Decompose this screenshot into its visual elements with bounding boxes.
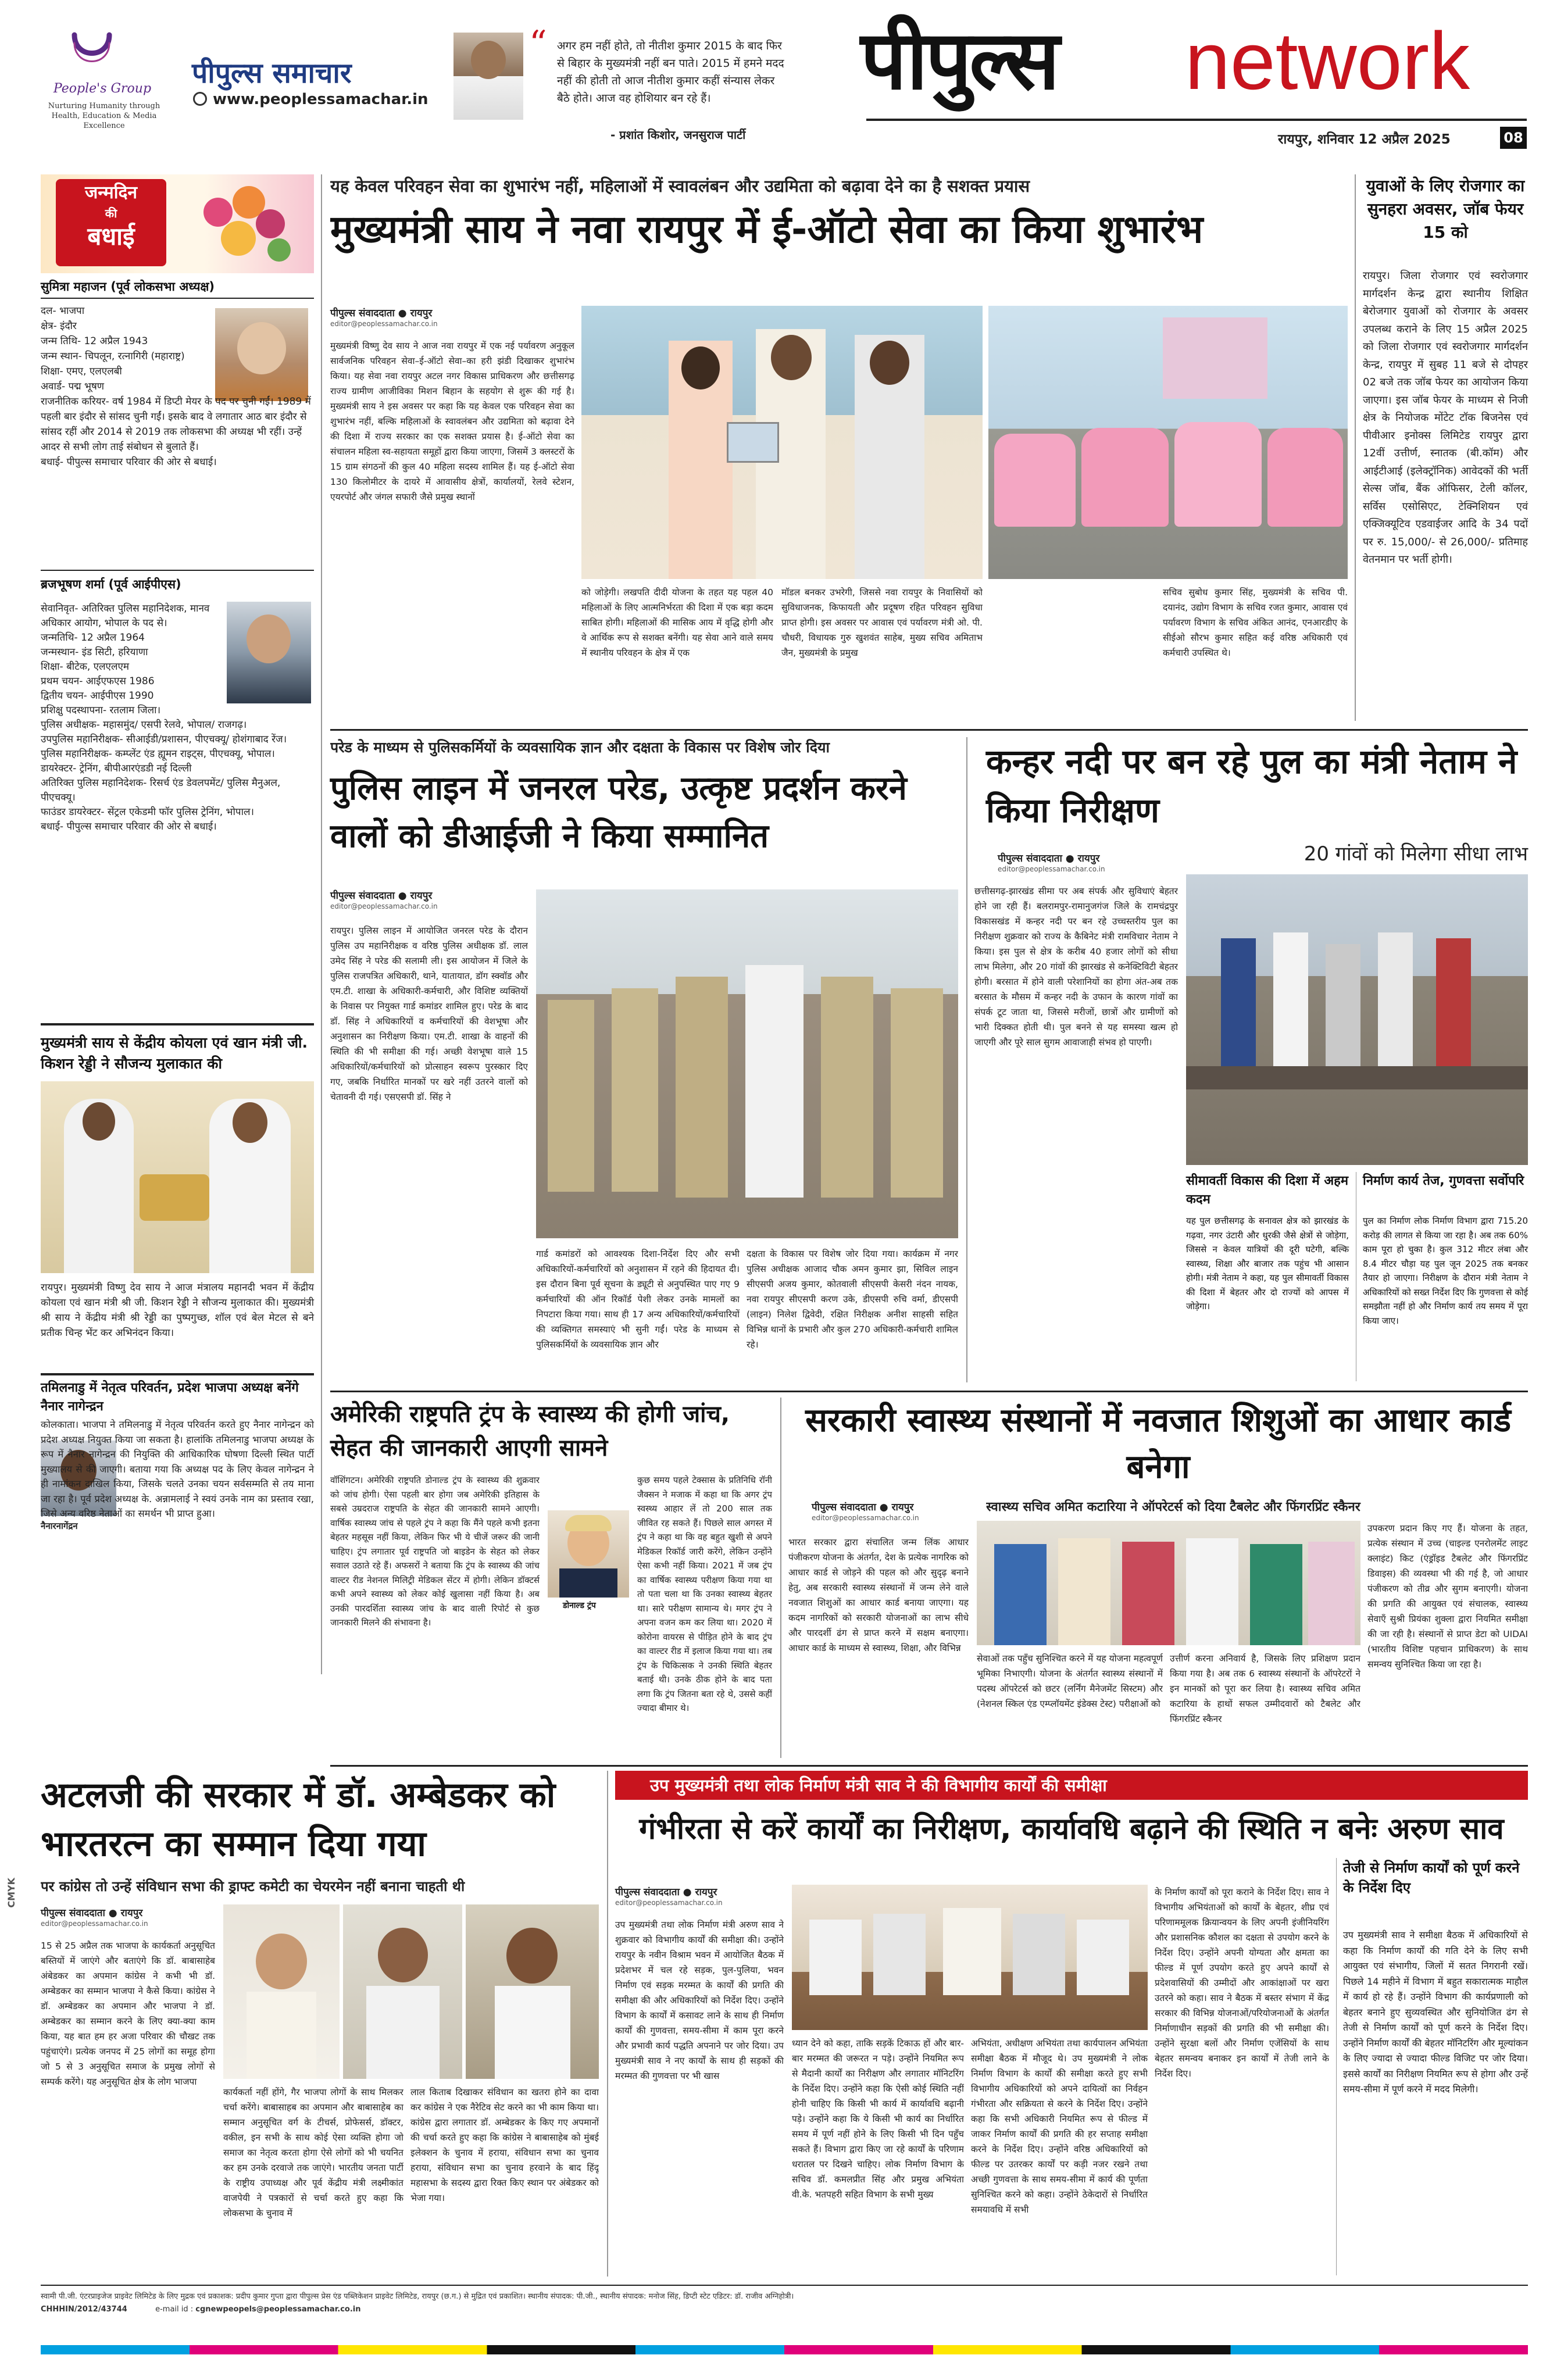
police-col3: दक्षता के विकास पर विशेष जोर दिया गया। कार्यक्रम में नगर पुलिस अधीक्षक आजाद चौक अमन कुमार झा, सिविल लाइन सीएसपी अजय कुमार, कोतवाली सीएसपी केसरी नंदन नायक, नवा रायपुर सीएसपी करण उके, डीएसपी रुचि वर्मा, डीएसपी (लाइन) निलेश द्विवेदी, रक्षित निरीक्षक अनीश साहसी सहित विभिन्न थानों के प्रभारी और कुल 270 अधिकारी-कर्मचारी शामिल रहे। — [747, 1249, 958, 1350]
police-story — [330, 737, 958, 1382]
tn-text: कोलकाता। भाजपा ने तमिलनाडु में नेतृत्व परिवर्तन करते हुए नैनार नागेन्द्रन को प्रदेश अध्यक्ष नियुक्त किया जा सकता है। हालांकि तमिलनाडु भाजपा अध्यक्ष के रूप में नैनार नागेन्द्रन की नियुक्ति की आधिकारिक घोषणा दिल्ली स्थित पार्टी मुख्यालय से की जाएगी। बताया गया कि अध्यक्ष पद के लिए केवल नागेन्द्रन ने ही नामांकन दाखिल किया, जिसके चलते उनका चयन सर्वसम्मति से तय माना जा रहा है। पूर्व प्रदेश अध्यक्ष के. अन्नामलाई ने स्वयं उनके नाम का प्रस्ताव रखा, जिसे अन्य वरिष्ठ नेताओं का समर्थन भी प्राप्त हुआ। — [41, 1419, 314, 1519]
eauto-col2: को जोड़ेगी। लखपति दीदी योजना के तहत यह पहल 40 महिलाओं के लिए आत्मनिर्भरता की दिशा में एक बड़ा कदम साबित होगी। महिलाओं की मासिक आय में वृद्धि होगी और वे आर्थिक रूप से सशक्त बनेंगी। यह सेवा आने वाले समय में स्थानीय परिवहन के क्षेत्र में एक — [581, 587, 773, 658]
eauto-photo-main — [581, 306, 983, 579]
birthday-column — [41, 174, 314, 1674]
quote-text: अगर हम नहीं होते, तो नीतीश कुमार 2015 के बाद फिर से बिहार के मुख्यमंत्री नहीं बन पाते। 2015 में हमने मदद नहीं की होती तो आज नीतीश कुमार कहीं संन्यास लेकर बैठे होते। आज वह होशियार बन रहे हैं। — [557, 40, 784, 105]
globe-icon — [193, 92, 207, 106]
group-tagline: Nurturing Humanity through Health, Education & Media Excellence — [48, 102, 160, 130]
trump-col1: वॉशिंगटन। अमेरिकी राष्ट्रपति डोनाल्ड ट्रंप के स्वास्थ्य की शुक्रवार को जांच होगी। ऐसा पहली बार होगा जब अमेरिकी इतिहास के सबसे उम्रदराज राष्ट्रपति के सेहत की जानकारी सामने आएगी। वार्षिक स्वास्थ्य जांच से पहले ट्रंप ने कहा कि मैंने पहले कभी इतना बेहतर महसूस नहीं किया, लेकिन फिर भी ये चीजें जरूर की जानी चाहिए। ट्रंप लगातार पूर्व राष्ट्रपति जो बाइडेन के सेहत को लेकर सवाल उठाते रहे हैं। अफसरों ने बताया कि ट्रंप के स्वास्थ्य की जांच वाल्टर रीड नेशनल मिलिट्री मेडिकल सेंटर में होगी। लेकिन डॉक्टर्स कभी अपने स्वास्थ्य को लेकर कोई खुलासा नहीं किया है। अब उनकी पारदर्शिता स्वास्थ्य जांच के बाद वाली रिपोर्ट से कुछ जानकारी मिलने की संभावना है। — [330, 1475, 540, 1628]
aadhaar-col3: उत्तीर्ण करना अनिवार्य है, जिसके लिए प्रशिक्षण प्रदान किया गया है। अब तक 6 स्वास्थ्य संस्थानों के ऑपरेटरों ने इन मानकों को पूरा कर लिया है। स्वास्थ्य सचिव अमित कटारिया के हाथों सफल उम्मीदवारों को टैबलेट और फिंगरप्रिंट स्कैनर — [1170, 1653, 1360, 1724]
sao-kicker: उप मुख्यमंत्री तथा लोक निर्माण मंत्री साव ने की विभागीय कार्यों की समीक्षा — [615, 1771, 1528, 1800]
bridge-box2-text: पुल का निर्माण लोक निर्माण विभाग द्वारा 715.20 करोड़ की लागत से किया जा रहा है। अब तक 60% काम पूरा हो चुका है। कुल 312 मीटर लंबा और 8.4 मीटर चौड़ा यह पुल जून 2025 तक बनकर तैयार हो जाएगा। निरीक्षण के दौरान मंत्री नेताम ने अधिकारियों को सख्त निर्देश दिए कि गुणवत्ता से कोई समझौता नहीं हो और निर्माण कार्य तय समय में पूरा किया जाए। — [1363, 1216, 1528, 1326]
quote-author: - प्रशांत किशोर, जनसुराज पार्टी — [610, 128, 746, 142]
aadhaar-headline: सरकारी स्वास्थ्य संस्थानों में नवजात शिशुओं का आधार कार्ड बनेगा — [805, 1402, 1511, 1486]
police-photo — [536, 889, 958, 1238]
ambedkar-story — [41, 1771, 599, 2277]
bridge-col1: छत्तीसगढ़-झारखंड सीमा पर अब संपर्क और सुविधाएं बेहतर होने जा रही हैं। बलरामपुर-रामानुजगंज जिले के रामचंद्रपुर विकासखंड में कन्हर नदी पर बन रहे उच्चस्तरीय पुल का निरीक्षण शुक्रवार को राज्य के कैबिनेट मंत्री रामविचार नेताम ने किया। इस पुल से क्षेत्र के करीब 40 हजार लोगों को सीधा लाभ मिलेगा, और 20 गांवों की झारखंड से कनेक्टिविटी बेहतर होगी। बरसात में होने वाली परेशानियों का होगा अंत-अब तक बरसात के मौसम में कन्हर नदी के उफान के कारण गांवों का संपर्क टूट जाता था, जिससे मरीजों, छात्रों और ग्रामीणों को भारी दिक्कत होती थी। पुल बनने से यह समस्या खत्म हो जाएगी और पूरे साल सुगम आवाजाही संभव हो पाएगी। — [974, 886, 1178, 1048]
birthday-banner — [41, 174, 314, 273]
sao-story — [615, 1771, 1528, 2277]
ambedkar-photo-3 — [466, 1904, 599, 2079]
bridge-subhead: 20 गांवों को मिलेगा सीधा लाभ — [1304, 842, 1528, 866]
peoples-group-logo-icon — [70, 30, 114, 77]
bridge-box1-title: सीमावर्ती विकास की दिशा में अहम कदम — [1186, 1174, 1349, 1207]
footer-email-label: e-mail id : — [155, 2305, 194, 2314]
masthead-title-english: network — [1185, 15, 1470, 106]
police-col1: रायपुर। पुलिस लाइन में आयोजित जनरल परेड के दौरान पुलिस उप महानिरीक्षक व वरिष्ठ पुलिस अधीक्षक डॉ. लाल उमेद सिंह ने परेड की सलामी ली। इस आयोजन में जिले के पुलिस राजपत्रित अधिकारी, थाने, यातायात, डॉग स्क्वॉड और एम.टी. शाखा के अधिकारी-कर्मचारी, और विशिष्ट व्यक्तियों के निवास पर नियुक्त गार्ड कमांडर शामिल हुए। परेड के बाद डॉ. सिंह ने अधिकारियों व कर्मचारियों की वेशभूषा और अनुशासन का निरीक्षण किया। एम.टी. शाखा के वाहनों की स्थिति की भी समीक्षा की गई। अच्छी वेशभूषा वाले 15 अधिकारियों/कर्मचारियों को प्रोत्साहन स्वरूप पुरस्कार दिए गए, जबकि निर्धारित मानकों पर खरे नहीं उतरने वालों को चेतावनी दी गई। एसएसपी डॉ. सिंह ने — [330, 925, 528, 1102]
sao-box-title: तेजी से निर्माण कार्यों को पूर्ण करने के निर्देश दिए — [1343, 1860, 1520, 1896]
sao-headline: गंभीरता से करें कार्यों का निरीक्षण, कार्यावधि बढ़ाने की स्थिति न बनेः अरुण साव — [639, 1812, 1504, 1846]
aadhaar-col4: उपकरण प्रदान किए गए हैं। योजना के तहत, प्रत्येक संस्थान में उच्च (चाइल्ड एनरोलमेंट लाइट क्लाइंट) किट (एंड्रॉइड टैबलेट और फिंगरप्रिंट डिवाइस) की व्यवस्था भी की गई है, जो आधार पंजीकरण को तीव्र और सुगम बनाएगी। योजना की प्रगति की आयुक्त एवं संचालक, स्वास्थ्य सेवाएँ सुश्री प्रियंका शुक्ला द्वारा नियमित समीक्षा की जा रही है। संस्थानों से प्राप्त डेटा को UIDAI (भारतीय विशिष्ट पहचान प्राधिकरण) के साथ समन्वय सुनिश्चित किया जा रहा है। — [1367, 1523, 1528, 1670]
samachar-brand: पीपुल्स समाचार — [192, 57, 352, 90]
person1-name: सुमित्रा महाजन (पूर्व लोकसभा अध्यक्ष) — [41, 280, 215, 294]
ambedkar-byline: पीपुल्स संवाददाता ● रायपुर — [41, 1907, 143, 1919]
sao-col2: ध्यान देने को कहा, ताकि सड़कें टिकाऊ हों और बार-बार मरम्मत की जरूरत न पड़े। उन्होंने नियमित रूप से मैदानी कार्यों का निरीक्षण और लगातार मॉनिटरिंग के निर्देश दिए। उन्होंने कहा कि ऐसी कोई स्थिति नहीं होनी चाहिए कि किसी भी कार्य में कार्यावधि बढ़ानी पड़े। उन्होंने कहा कि ये किसी भी कार्य का निर्धारित समय में पूर्ण नहीं होने के लिए किसी भी दिन पहुँच सकते हैं। विभाग द्वारा किए जा रहे कार्यों के परिणाम धरातल पर दिखने चाहिए। लोक निर्माण विभाग के सचिव डॉ. कमलप्रीत सिंह और प्रमुख अभियंता वी.के. भतपहरी सहित विभाग के सभी मुख्य — [792, 2038, 964, 2200]
aadhaar-col2: सेवाओं तक पहुँच सुनिश्चित करने में यह योजना महत्वपूर्ण भूमिका निभाएगी। योजना के अंतर्गत स्वास्थ्य संस्थानों में पदस्थ ऑपरेटर्स को छटर (लर्निंग मैनेजमेंट सिस्टम) और (नेशनल स्किल एंड एम्प्लॉयमेंट इंडेक्स टेस्ट) परीक्षाओं को — [977, 1653, 1163, 1709]
bridge-box2-title: निर्माण कार्य तेज, गुणवत्ता सर्वोपरि — [1363, 1174, 1524, 1188]
footer-email[interactable]: cgnewpeopels@peoplessamachar.co.in — [195, 2305, 361, 2314]
ambedkar-email: editor@peoplessamachar.co.in — [41, 1920, 148, 1928]
color-registration-strip — [41, 2345, 1528, 2354]
kishan-text: रायपुर। मुख्यमंत्री विष्णु देव साय ने आज मंत्रालय महानदी भवन में केंद्रीय कोयला एवं खान मंत्री श्री जी. किशन रेड्डी ने सौजन्य मुलाकात की। मुख्यमंत्री श्री साय ने केंद्रीय मंत्री श्री रेड्डी का पुष्पगुच्छ, शॉल एवं बेल मेटल से बने प्रतीक चिन्ह भेंट कर अभिनंदन किया। — [41, 1282, 314, 1339]
eauto-photo-autos — [988, 306, 1348, 579]
jobfair-text: रायपुर। जिला रोजगार एवं स्वरोजगार मार्गदर्शन केन्द्र द्वारा स्थानीय शिक्षित बेरोजगार युवाओं को रोजगार के अवसर उपलब्ध कराने के लिए 15 अप्रैल 2025 को जिला रोजगार एवं स्वरोजगार मार्गदर्शन केन्द्र, रायपुर में सुबह 11 बजे से दोपहर 02 बजे तक जॉब फेयर का आयोजन किया जाएगा। इस जॉब फेयर के माध्यम से निजी क्षेत्र के नियोजक मोंटेट टॉक बिजनेस एवं पीवीआर इनोक्स लिमिटेड रायपुर द्वारा 12वीं उत्तीर्ण, स्नातक (बी.कॉम) और आईटीआई (इलेक्ट्रॉनिक) आवेदकों की भर्ती सेल्स जॉब, बैंक ऑफिसर, टेली कॉलर, सर्विस एसोसिएट, टेक्निशियन एवं एक्जिक्यूटिव एडवाईजर आदि के 34 पदों पर रु. 15,000/- से 26,000/- प्रतिमाह वेतनमान पर भर्ती होगी। — [1363, 270, 1528, 566]
police-email: editor@peoplessamachar.co.in — [330, 902, 438, 910]
masthead — [0, 0, 1557, 157]
eauto-col1: मुख्यमंत्री विष्णु देव साय ने आज नवा रायपुर में एक नई पर्यावरण अनुकूल सार्वजनिक परिवहन सेवा–ई-ऑटो सेवा–का हरी झंडी दिखाकर शुभारंभ किया। यह सेवा नवा रायपुर अटल नगर विकास प्राधिकरण और छत्तीसगढ़ राज्य ग्रामीण आजीविका मिशन बिहान के सहयोग से शुरू की गई है। मुख्यमंत्री साय ने इस अवसर पर कहा कि यह केवल एक परिवहन सेवा का शुभारंभ नहीं, बल्कि महिलाओं के स्वावलंबन और उद्यमिता को बढ़ावा देने की दिशा में राज्य सरकार का एक सशक्त प्रयास है। ई-ऑटो सेवा का संचालन महिला स्व-सहायता समूहों द्वारा किया जाएगा, जिसमें 3 क्लस्टरों के 15 ग्राम संगठनों की कुल 40 महिला सदस्य शामिल हैं। यह ई-ऑटो सेवा 130 किलोमीटर के दायरे में आवासीय क्षेत्रों, कार्यालयों, रेलवे स्टेशन, एयरपोर्ट और जंगल सफारी जैसे प्रमुख स्थानों — [330, 341, 574, 502]
flowers-icon — [198, 186, 297, 262]
eauto-col3: मॉडल बनकर उभरेगी, जिससे नवा रायपुर के निवासियों को सुविधाजनक, किफायती और प्रदूषण रहित परिवहन सुविधा प्राप्त होगी। इस अवसर पर आवास एवं पर्यावरण मंत्री ओ. पी. चौधरी, विधायक गुरु खुशवंत साहेब, मुख्य सचिव अमिताभ जैन, मुख्यमंत्री के प्रमुख — [781, 587, 983, 658]
sao-email: editor@peoplessamachar.co.in — [615, 1899, 723, 1907]
quote-author-photo — [453, 33, 523, 120]
aadhaar-photo — [977, 1521, 1360, 1645]
ambedkar-col1: 15 से 25 अप्रैल तक भाजपा के कार्यकर्ता अनुसूचित बस्तियों में जाएंगे और बताएंगे कि डॉ. बाबासाहेब अंबेडकर का अपमान कांग्रेस ने कभी भी डॉ. अम्बेडकर का सम्मान भाजपा ने कैसे किया। कांग्रेस ने डॉ. अम्बेडकर का अपमान और भाजपा ने डॉ. अम्बेडकर का सम्मान करने के लिए क्या-क्या काम किया, यह बात हम हर अजा परिवार की चौखट तक पहुंचाएंगे। प्रत्येक जनपद में 25 लोगों का समूह होगा जो 5 से 3 अनुसूचित समाज के प्रमुख लोगों से सम्पर्क करेंगे। यह अनुसूचित क्षेत्र के लोग भाजपा — [41, 1941, 215, 2087]
aadhaar-byline: पीपुल्स संवाददाता ● रायपुर — [812, 1502, 914, 1513]
dateline: रायपुर, शनिवार 12 अप्रैल 2025 — [1278, 132, 1451, 147]
eauto-byline: पीपुल्स संवाददाता ● रायपुर — [330, 308, 433, 319]
eauto-kicker: यह केवल परिवहन सेवा का शुभारंभ नहीं, महिलाओं में स्वावलंबन और उद्यमिता को बढ़ावा देने का है सशक्त प्रयास — [330, 176, 1030, 196]
sao-col4: के निर्माण कार्यों को पूरा कराने के निर्देश दिए। साव ने विभागीय अभियंताओं को कार्यों के बेहतर, शीघ्र एवं परिणाममूलक क्रियान्वयन के लिए अपनी इंजीनियरिंग और प्रशासनिक कौशल का दक्षता से उपयोग करने के निर्देश दिए। उन्होंने अपनी योग्यता और क्षमता का फील्ड में पूर्ण उपयोग करते हुए अपने कार्यों से प्रदेशवासियों की उम्मीदों और आकांक्षाओं पर खरा उतरने को कहा। साव ने बैठक में बस्तर संभाग में केंद्र सरकार की विभिन्न योजनाओं/परियोजनाओं के अंतर्गत निर्माणाधीन सड़कों की प्रगति की भी समीक्षा की। उन्होंने सुरक्षा बलों और निर्माण एजेंसियों के साथ बेहतर समन्वय बनाकर इन कार्यों में तेजी लाने के निर्देश दिए। — [1155, 1887, 1329, 2079]
eauto-email: editor@peoplessamachar.co.in — [330, 320, 438, 328]
trump-caption: डोनाल्ड ट्रंप — [563, 1601, 596, 1610]
cmyk-mark: CMYK — [6, 1878, 17, 1908]
bridge-email: editor@peoplessamachar.co.in — [998, 865, 1105, 873]
sao-col3: अभियंता, अधीक्षण अभियंता तथा कार्यपालन अभियंता समीक्षा बैठक में मौजूद थे। उप मुख्यमंत्री ने लोक निर्माण विभाग के कार्यों की समीक्षा करते हुए सभी विभागीय अधिकारियों को अपने दायित्वों का निर्वहन गंभीरता और सक्रियता से करने के निर्देश दिए। उन्होंने कहा कि सभी अधिकारी नियमित रूप से फील्ड में जाकर निर्माण कार्यों की प्रगति की हर सप्ताह समीक्षा करने के निर्देश दिए। उन्होंने वरिष्ठ अधिकारियों को फील्ड पर उतरकर कार्यों पर कड़ी नजर रखने तथा अच्छी गुणवत्ता के साथ समय-सीमा में कार्य की पूर्णता सुनिश्चित करने को कहा। उन्होंने ठेकेदारों से निर्धारित समयावधि में सभी — [971, 2038, 1148, 2215]
trump-headline: अमेरिकी राष्ट्रपति ट्रंप के स्वास्थ्य की होगी जांच, सेहत की जानकारी आएगी सामने — [330, 1401, 730, 1461]
footer — [41, 2290, 1528, 2331]
jobfair-story — [1363, 174, 1528, 721]
bridge-byline: पीपुल्स संवाददाता ● रायपुर — [998, 853, 1100, 864]
bridge-story — [974, 737, 1528, 1382]
eauto-headline: मुख्यमंत्री साय ने नवा रायपुर में ई-ऑटो सेवा का किया शुभारंभ — [330, 207, 1204, 252]
aadhaar-story — [788, 1398, 1528, 1758]
tn-caption: नैनारनागेंद्रन — [41, 1521, 78, 1531]
group-name: People's Group — [53, 81, 152, 96]
police-byline: पीपुल्स संवाददाता ● रायपुर — [330, 890, 433, 902]
footer-rni: CHHHIN/2012/43744 — [41, 2305, 127, 2314]
aadhaar-email: editor@peoplessamachar.co.in — [812, 1514, 919, 1522]
ambedkar-photo-2 — [343, 1904, 462, 2079]
website-link[interactable]: www.peoplessamachar.in — [213, 91, 428, 108]
sao-byline: पीपुल्स संवाददाता ● रायपुर — [615, 1886, 717, 1898]
eauto-story — [330, 174, 1348, 721]
person2-details: सेवानिवृत- अतिरिक्त पुलिस महानिदेशक, मानव अधिकार आयोग, भोपाल के पद से। जन्मतिथि- 12 अप्रैल 1964 जन्मस्थान- इंड सिटी, हरियाणा शिक्षा- बीटेक, एलएलएम प्रथम चयन- आईएफएस 1986 द्वितीय चयन- आईपीएस 1990 प्रशिक्षु पदस्थापना- रतलाम जिला। पुलिस अधीक्षक- महासमुंद/ एसपी रेलवे, भोपाल/ राजगढ़। उपपुलिस महानिरीक्षक- सीआईडी/प्रशासन, पीएचक्यू/ होशंगाबाद रेंज। पुलिस महानिरीक्षक- कम्प्लेंट एंड ह्यूमन राइट्स, पीएचक्यू, भोपाल। डायरेक्टर- ट्रेनिंग, बीपीआरएंडडी नई दिल्ली अतिरिक्त पुलिस महानिदेशक- रिसर्च एंड डेवलपमेंट/ पुलिस मैनुअल, पीएचक्यू। फाउंडर डायरेक्टर- सेंट्रल एकेडमी फॉर पुलिस ट्रेनिंग, भोपाल। बधाई- पीपुल्स समाचार परिवार की ओर से बधाई। — [41, 603, 287, 832]
ambedkar-headline: अटलजी की सरकार में डॉ. अम्बेडकर को भारतरत्न का सम्मान दिया गया — [41, 1775, 556, 1864]
aadhaar-subhead: स्वास्थ्य सचिव अमित कटारिया ने ऑपरेटर्स को दिया टैबलेट और फिंगरप्रिंट स्कैनर — [986, 1500, 1360, 1514]
ambedkar-subhead: पर कांग्रेस तो उन्हें संविधान सभा की ड्राफ्ट कमेटी का चेयरमेन नहीं बनाना चाहती थी — [41, 1878, 465, 1895]
aadhaar-col1: भारत सरकार द्वारा संचालित जन्म लिंक आधार पंजीकरण योजना के अंतर्गत, देश के प्रत्येक नागरिक को आधार कार्ड से जोड़ने की पहल को और सुदृढ़ बनाने हेतु, अब सरकारी स्वास्थ्य संस्थानों में जन्म लेने वाले नवजात शिशुओं का आधार कार्ड बनाया जाएगा। यह कदम नागरिकों को सरकारी योजनाओं का लाभ सीधे और पारदर्शी ढंग से प्राप्त करने में सक्षम बनाएगा। आधार कार्ड के माध्यम से स्वास्थ्य, शिक्षा, और विभिन्न — [788, 1537, 969, 1653]
jobfair-headline: युवाओं के लिए रोजगार का सुनहरा अवसर, जॉब फेयर 15 को — [1366, 176, 1525, 242]
page-number: 08 — [1500, 127, 1527, 149]
ambedkar-col3: लाल किताब दिखाकर संविधान का खतरा होने का दावा कर कांग्रेस ने एक नैरेटिव सेट करने का भी काम किया था। कांग्रेस द्वारा लगातार डॉ. अम्बेडकर के किए गए अपमानों की चर्चा करते हुए कहा कि कांग्रेस ने बाबासाहेब को मुंबई इलेक्शन के चुनाव में हराया, संविधान सभा का चुनाव हराया, संविधान सभा का चुनाव हरवाने के बाद हिंदू महासभा के सदस्य द्वारा रिक्त किए स्थान पर अंबेडकर को भेजा गया। — [410, 2087, 599, 2203]
quote-mark-icon: “ — [529, 23, 547, 64]
ambedkar-photo-1 — [223, 1904, 340, 2079]
trump-col2: कुछ समय पहले टेक्सास के प्रतिनिधि रॉनी जैक्सन ने मजाक में कहा था कि अगर ट्रंप स्वस्थ्य आहार लें तो 200 साल तक जीवित रह सकते हैं। पिछले साल अगस्त में ट्रंप ने कहा था कि वह बहुत खुशी से अपने मेडिकल रिकॉर्ड जारी करेंगे, लेकिन उन्होंने ऐसा कभी नहीं किया। 2021 में जब ट्रंप का वार्षिक स्वास्थ्य परीक्षण किया गया था तो पता चला था कि उनका स्वास्थ्य बेहतर था। सारे परीक्षण सामान्य थे। मगर ट्रंप ने अपना वजन कम कर लिया था। 2020 में कोरोना वायरस से पीड़ित होने के बाद ट्रंप का वाल्टर रीड में इलाज किया गया था। तब ट्रंप के चिकित्सक ने उनकी स्थिति बेहतर बताई थी। उनके ठीक होने के बाद पता लगा कि ट्रंप जितना बता रहे थे, उससे कहीं ज्यादा बीमार थे। — [637, 1475, 772, 1713]
police-col2: गार्ड कमांडरों को आवश्यक दिशा-निर्देश दिए और सभी अधिकारियों-कर्मचारियों को अनुशासन में रहने की हिदायत दी। इस दौरान बिना पूर्व सूचना के ड्यूटी से अनुपस्थित पाए गए 9 कर्मचारियों की ऑन रिकॉर्ड पेशी लेकर उनके मामलों का निपटारा किया गया। साथ ही 17 अन्य अधिकारियों/कर्मचारियों की व्यक्तिगत समस्याएं भी सुनी गईं। परेड के माध्यम से पुलिसकर्मियों के व्यवसायिक ज्ञान और — [536, 1249, 740, 1350]
bridge-box1-text: यह पुल छत्तीसगढ़ के सनावल क्षेत्र को झारखंड के गढ़वा, नगर उंटारी और धुरकी जैसे क्षेत्रों से जोड़ेगा, जिससे न केवल यात्रियों की दूरी घटेगी, बल्कि स्वास्थ्य, शिक्षा और बाजार तक पहुंच भी आसान होगी। मंत्री नेताम ने कहा, यह पुल सीमावर्ती विकास की दिशा में बेहतर और दो राज्यों को आपस में जोड़ेगा। — [1186, 1216, 1349, 1311]
footer-imprint: स्वामी पी.जी. एंटरप्राइजेज प्राइवेट लिमिटेड के लिए मुद्रक एवं प्रकाशक: प्रदीप कुमार गुप्ता द्वारा पीपुल्स प्रेस एंड पब्लिकेशन प्राइवेट लिमिटेड, रायपुर (छ.ग.) से मुद्रित एवं प्रकाशित। स्थानीय संपादक: पी.जी., स्थानीय संपादक: मनोज सिंह, डिप्टी स्टेट एडिटर: डॉ. राजीव अग्निहोत्री। — [41, 2292, 794, 2301]
police-kicker: परेड के माध्यम से पुलिसकर्मियों के व्यवसायिक ज्ञान और दक्षता के विकास पर विशेष जोर दिया — [330, 739, 830, 756]
tn-headline: तमिलनाडु में नेतृत्व परिवर्तन, प्रदेश भाजपा अध्यक्ष बनेंगे नैनार नागेन्द्रन — [41, 1381, 299, 1414]
bridge-headline: कन्हर नदी पर बन रहे पुल का मंत्री नेताम ने किया निरीक्षण — [986, 742, 1517, 830]
sao-photo — [792, 1885, 1148, 2030]
kishan-photo — [41, 1081, 314, 1273]
ambedkar-col2: कार्यकर्ता नहीं होंगे, गैर भाजपा लोगों के साथ मिलकर चर्चा करेंगे। बाबासाहब का अपमान और बाबासाहेब का सम्मान अनुसूचित वर्ग के टीचर्स, प्रोफेसर्स, डॉक्टर, वकील, इन सभी के साथ कोई ऐसा व्यक्ति होगा जो समाज का नेतृत्व करता होगा ऐसे लोगों को भी चयनित कर हम उनके दरवाजे तक जाएंगे। भारतीय जनता पार्टी के राष्ट्रीय उपाध्यक्ष और पूर्व केंद्रीय मंत्री लक्ष्मीकांत वाजपेयी ने पत्रकारों से चर्चा करते हुए कहा कि लोकसभा के चुनाव में — [223, 2087, 403, 2218]
birthday-label-box: जन्मदिन की बधाई — [56, 179, 166, 266]
person2-name: ब्रजभूषण शर्मा (पूर्व आईपीएस) — [41, 577, 181, 591]
sao-box-text: उप मुख्यमंत्री साव ने समीक्षा बैठक में अधिकारियों से कहा कि निर्माण कार्यों की गति देने के लिए सभी आयुक्त एवं संभागीय, जिलों में सतत निगरानी रखें। पिछले 14 महीने में विभाग में बहुत सकारात्मक माहौल में कार्य हो रहे हैं। उन्होंने विभाग की कार्यप्रणाली को बेहतर बनाने हुए सुव्यवस्थित और सुनियोजित ढंग से तेजी से निर्माण कार्यों को पूर्ण करने के निर्देश दिए। उन्होंने निर्माण कार्यों की बेहतर मॉनिटरिंग और मूल्यांकन के लिए ज्यादा से ज्यादा फील्ड विजिट पर जोर दिया। इससे कार्यों का निरीक्षण नियमित रूप से होगा और उन्हें समय-सीमा में पूर्ण करने में मदद मिलेगी। — [1343, 1929, 1528, 2095]
eauto-col4: सचिव सुबोध कुमार सिंह, मुख्यमंत्री के सचिव पी. दयानंद, उद्योग विभाग के सचिव रजत कुमार, आवास एवं पर्यावरण विभाग के सचिव अंकित आनंद, एनआरडीए के सीईओ सौरभ कुमार सहित कई वरिष्ठ अधिकारी एवं कर्मचारी उपस्थित थे। — [1163, 587, 1348, 658]
police-headline: पुलिस लाइन में जनरल परेड, उत्कृष्ट प्रदर्शन करने वालों को डीआईजी ने किया सम्मानित — [330, 770, 907, 855]
sao-col1: उप मुख्यमंत्री तथा लोक निर्माण मंत्री अरुण साव ने शुक्रवार को विभागीय कार्यों की समीक्षा की। उन्होंने रायपुर के नवीन विश्राम भवन में आयोजित बैठक में प्रदेशभर में चल रहे सड़क, पुल-पुलिया, भवन निर्माण एवं सड़क मरम्मत के कार्यों की प्रगति की समीक्षा की और अधिकारियों को निर्देश दिए। उन्होंने विभाग के कार्यों में कसावट लाने के साथ ही निर्माण कार्यों की गुणवत्ता, समय-सीमा में काम पूरा करने और प्रभावी कार्य पद्धति अपनाने पर जोर दिया। उप मुख्यमंत्री साव ने नए कार्यों के साथ ही सड़कों की मरम्मत की गुणवत्ता पर भी खास — [615, 1920, 784, 2081]
bridge-photo — [1186, 874, 1528, 1165]
masthead-title-hindi: पीपुल्स — [860, 13, 1058, 108]
kishan-headline: मुख्यमंत्री साय से केंद्रीय कोयला एवं खान मंत्री जी. किशन रेड्डी ने सौजन्य मुलाकात की — [41, 1034, 308, 1072]
person1-details: दल- भाजपा क्षेत्र- इंदौर जन्म तिथि- 12 अप्रैल 1943 जन्म स्थान- चिपलून, रत्नागिरी (महाराष्ट्र) शिक्षा- एमए, एलएलबी अवार्ड- पद्म भूषण राजनीतिक करियर- वर्ष 1984 में डिप्टी मेयर के पद पर चुनी गईं। 1989 में पहली बार इंदौर से सांसद चुनी गईं। इसके बाद वे लगातार आठ बार इंदौर से सांसद रहीं और 2014 से 2019 तक लोकसभा की अध्यक्ष भी रहीं। उन्हें आदर से सभी लोग ताई संबोधन से बुलाते हैं। बधाई- पीपुल्स समाचार परिवार की ओर से बधाई। — [41, 305, 311, 468]
trump-story — [330, 1398, 772, 1758]
